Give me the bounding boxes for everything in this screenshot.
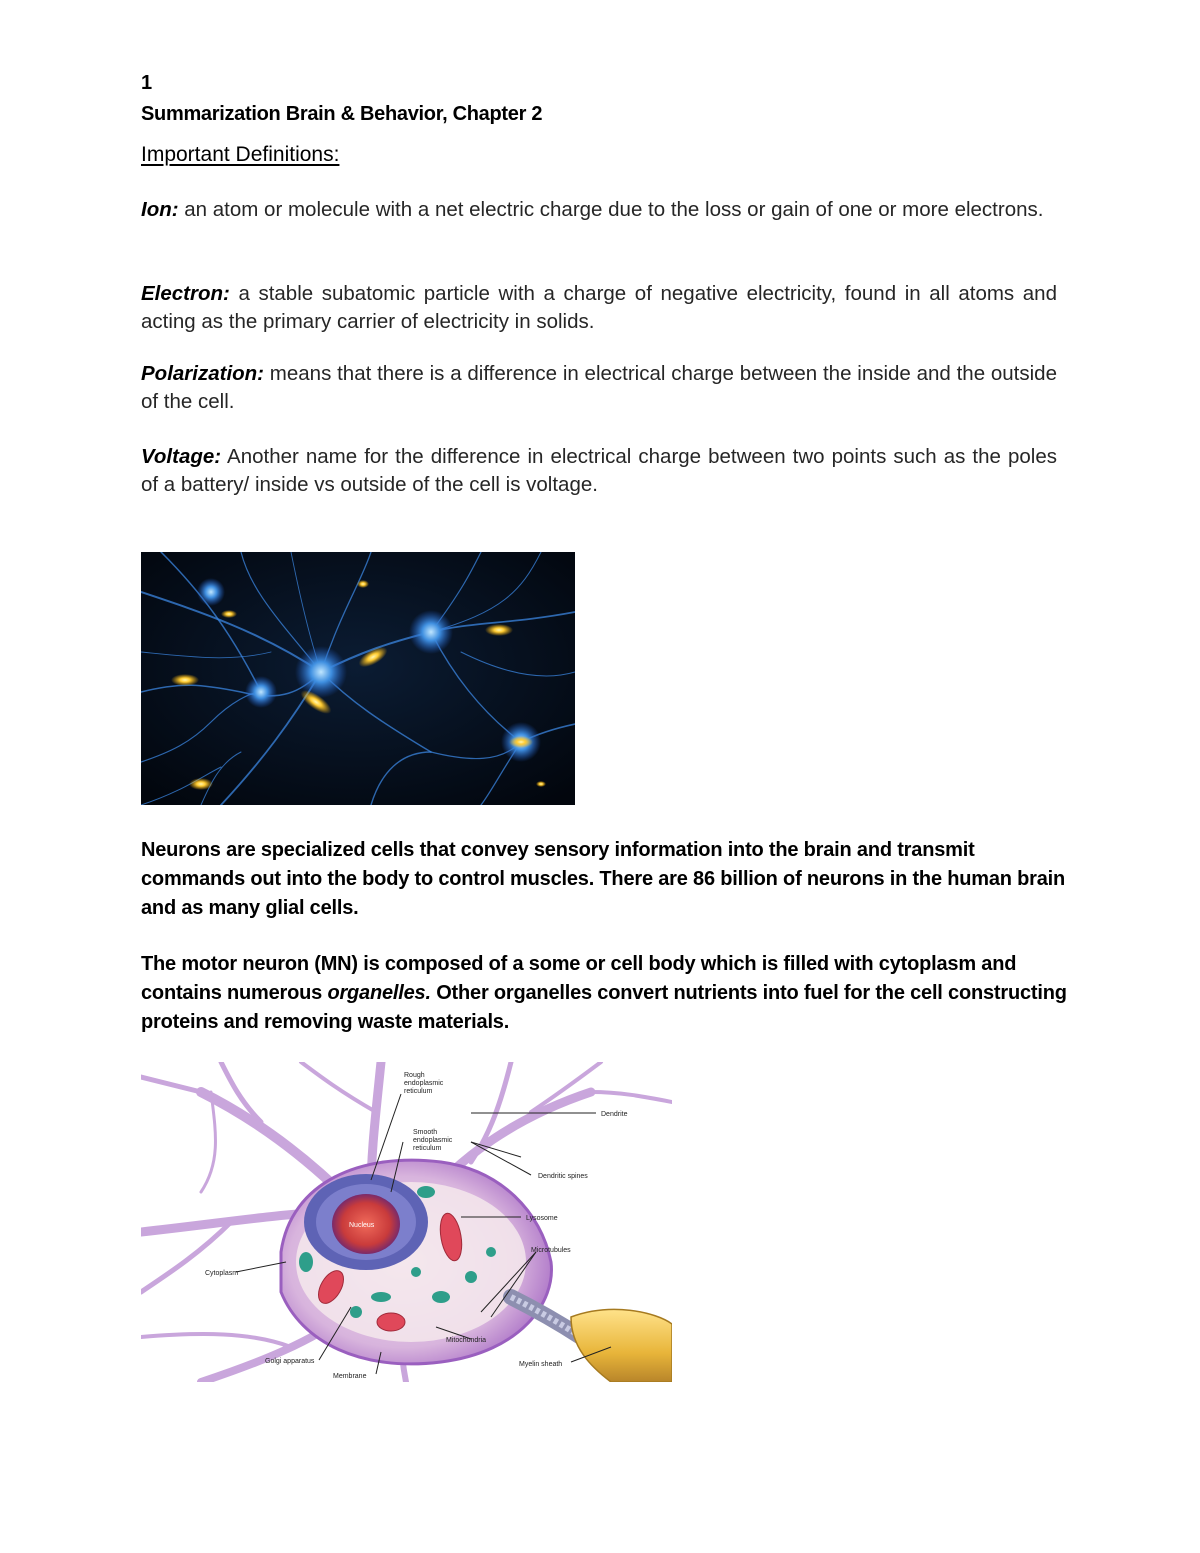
definition-text: Another name for the difference in electrical charge between two points such as the poles of a battery/ inside vs outside of the cell is voltage. xyxy=(141,445,1057,496)
definition-term: Electron: xyxy=(141,282,230,305)
page-number: 1 xyxy=(141,72,153,94)
motor-text-part2: Other organelles convert nutrients into fuel for the cell constructing proteins and removing waste materials. xyxy=(141,982,1067,1033)
organelles-emphasis: organelles. xyxy=(327,982,431,1004)
neuron-network-image xyxy=(141,552,575,805)
label-dendrite: Dendrite xyxy=(601,1111,628,1118)
definition-term: Ion: xyxy=(141,198,179,221)
paragraph-motor-neuron xyxy=(141,950,1071,1037)
label-myelin: Myelin sheath xyxy=(519,1361,563,1368)
label-microtubules: Microtubules xyxy=(531,1247,571,1254)
label-mitochondria: Mitochondria xyxy=(446,1337,487,1344)
label-membrane: Membrane xyxy=(333,1373,367,1380)
paragraph-neurons: Neurons are specialized cells that convey sensory information into the brain and transmit commands out into the body to control muscles. There are 86 billion of neurons in the human brain and as many glial cells. xyxy=(141,839,1066,919)
label-nucleus: Nucleus xyxy=(349,1222,375,1229)
definition-text: means that there is a difference in electrical charge between the inside and the outside of the cell. xyxy=(141,362,1057,413)
definition-voltage xyxy=(141,443,1057,498)
label-cytoplasm: Cytoplasm xyxy=(205,1270,239,1277)
definition-ion xyxy=(141,196,1057,224)
label-smooth-er: Smooth endoplasmic reticulum xyxy=(413,1129,453,1152)
label-rough-er: Rough endoplasmic reticulum xyxy=(404,1072,444,1095)
definition-electron xyxy=(141,280,1057,335)
motor-text-part1: The motor neuron (MN) is composed of a some or cell body which is filled with cytoplasm and contains numerous xyxy=(141,953,1017,1004)
definition-term: Voltage: xyxy=(141,445,222,468)
definition-text: a stable subatomic particle with a charge of negative electricity, found in all atoms and acting as the primary carrier of electricity in solids. xyxy=(141,282,1057,333)
label-lysosome: Lysosome xyxy=(526,1215,558,1222)
definition-term: Polarization: xyxy=(141,362,265,385)
neuron-cell-diagram xyxy=(141,1062,672,1382)
label-golgi: Golgi apparatus xyxy=(265,1358,315,1365)
document-title: Summarization Brain & Behavior, Chapter 2 xyxy=(141,103,543,125)
definition-text: an atom or molecule with a net electric charge due to the loss or gain of one or more electrons. xyxy=(178,198,1044,221)
definition-polarization xyxy=(141,360,1057,415)
label-dendritic-spines: Dendritic spines xyxy=(538,1173,588,1180)
section-heading: Important Definitions: xyxy=(141,143,340,166)
